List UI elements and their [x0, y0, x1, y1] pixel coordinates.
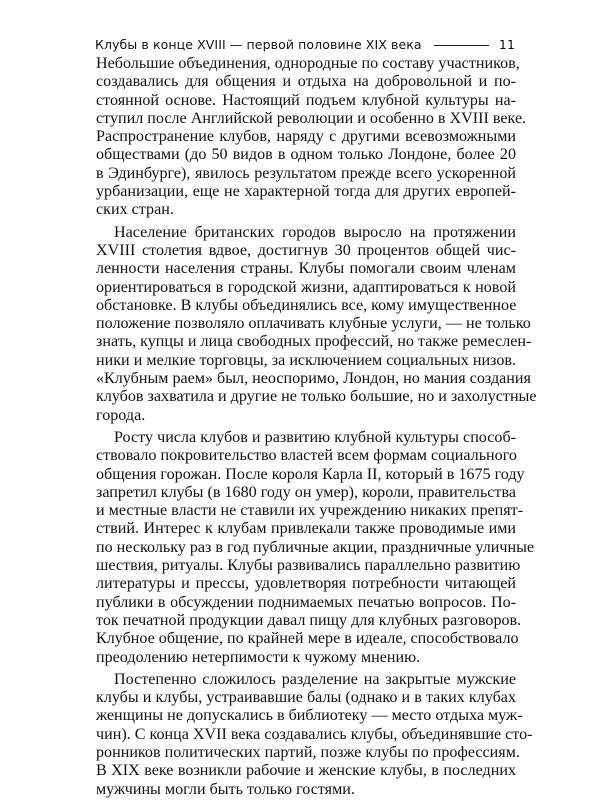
text-line: создавались для общения и отдыха на добровольной и по- — [96, 73, 516, 91]
text-line: преодолению нетерпимости к чужому мнению. — [96, 648, 421, 666]
text-line: клубы и клубы, устраивавшие балы (однако и в таких клубах — [96, 689, 516, 707]
text-line: шествия, ритуалы. Клубы развивались параллельно развитию — [96, 557, 521, 575]
running-head — [95, 35, 515, 53]
text-line: положение позволяло оплачивать клубные услуги, — не только — [96, 315, 531, 333]
text-line: мужчины могли быть только гостями. — [96, 780, 355, 798]
text-line: ских стран. — [96, 201, 174, 219]
text-line: литературы и прессы, удовлетворяя потребности читающей — [96, 575, 516, 593]
text-line: «Клубным раем» был, неоспоримо, Лондон, но мания создания — [96, 370, 531, 388]
text-line: ориентироваться в городской жизни, адаптироваться к новой — [96, 278, 516, 296]
text-line: Клубное общение, по крайней мере в идеале, способствовало — [96, 630, 519, 648]
text-line: урбанизации, еще не характерной тогда для других европей- — [96, 183, 516, 201]
paragraph — [96, 670, 533, 799]
text-line: женщины не допускались в библиотеку — место отдыха муж- — [96, 707, 523, 725]
text-line: публики в обсуждении поднимаемых печатью вопросов. По- — [96, 593, 516, 611]
text-line: обстановке. В клубы объединялись все, кому имущественное — [96, 296, 517, 314]
page-number: 11 — [498, 36, 515, 52]
text-line: города. — [96, 406, 146, 424]
text-line: Распространение клубов, наряду с другими всевозможными — [96, 128, 516, 146]
text-line: общения горожан. После короля Карла II, который в 1675 году — [96, 465, 525, 483]
text-line: и местные власти не ставили их учреждению никаких препят- — [96, 502, 524, 520]
text-line: ток печатной продукции давал пищу для клубных разговоров. — [96, 611, 522, 629]
text-line: ники и мелкие торговцы, за исключением социальных низов. — [96, 351, 516, 369]
text-line: по нескольку раз в год публичные акции, праздничные уличные — [96, 538, 535, 556]
text-line: Росту числа клубов и развитию клубной культуры способ- — [114, 428, 516, 446]
text-line: ронников политических партий, позже клубы по профессиям. — [96, 743, 520, 761]
text-line: В XIX веке возникли рабочие и женские клубы, в последних — [96, 762, 516, 780]
text-line: ствовало покровительство властей всем формам социального — [96, 447, 517, 465]
text-line: ленности населения страны. Клубы помогали своим членам — [96, 260, 516, 278]
body-text — [96, 55, 537, 803]
text-line: Небольшие объединения, однородные по составу участников, — [96, 55, 520, 72]
text-line: Население британских городов выросло на протяжении — [114, 223, 516, 241]
paragraph — [96, 55, 527, 220]
text-line: в Эдинбурге), явилось результатом прежде всего ускоренной — [96, 164, 516, 182]
text-line: ступил после Английской революции и особенно в XVIII веке. — [96, 109, 527, 127]
text-line: стоянной основе. Настоящий подъем клубной культуры на- — [96, 91, 516, 109]
running-head-title: Клубы в конце XVIII — первой половине XIX века — [95, 36, 422, 52]
paragraph — [96, 223, 537, 425]
text-line: запретил клубы (в 1680 году он умер), короли, правительства — [96, 483, 516, 501]
text-line: XVIII столетия вдвое, достигнув 30 процентов общей чис- — [96, 241, 516, 259]
paragraph — [96, 428, 535, 667]
text-line: чин). С конца XVII века создавались клубы, объединявшие сто- — [96, 725, 533, 743]
text-line: ствий. Интерес к клубам привлекали также проводимые ими — [96, 520, 516, 538]
text-line: обществами (до 50 видов в одном только Лондоне, более 20 — [96, 146, 516, 164]
running-head-rule — [434, 45, 489, 46]
text-line: знать, купцы и лица свободных профессий, но также ремеслен- — [96, 333, 532, 351]
text-line: клубов захватила и другие не только большие, но и захолустные — [96, 388, 537, 406]
text-line: Постепенно сложилось разделение на закрытые мужские — [114, 670, 516, 688]
